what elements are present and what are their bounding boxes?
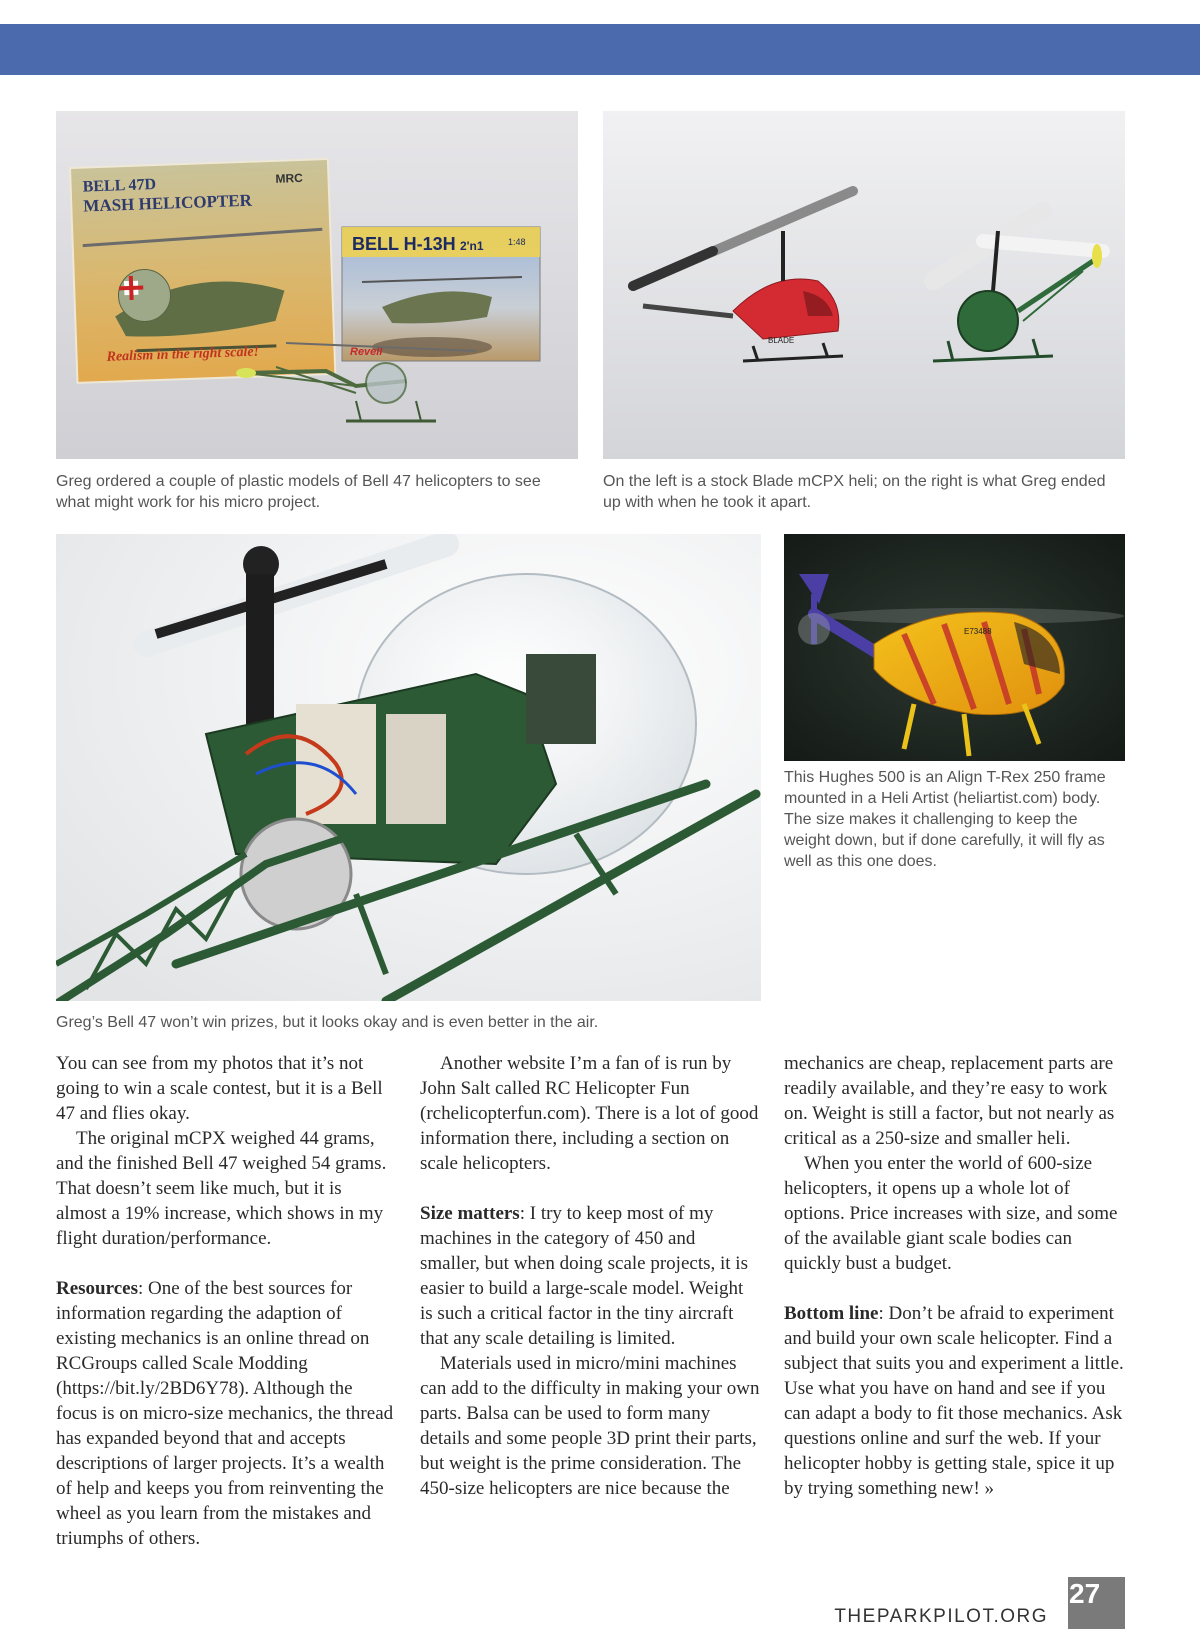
caption-bell-47: Greg’s Bell 47 won’t win prizes, but it looks okay and is even better in the air.: [56, 1014, 599, 1031]
box1-brand: MRC: [275, 170, 304, 186]
col3-para-3: [784, 1301, 1124, 1501]
header-color-band: [0, 24, 1200, 75]
box2-brand: Revell: [350, 346, 383, 358]
blade-label: BLADE: [768, 336, 795, 345]
bell-47-closeup-photo: [56, 534, 761, 1001]
box2-scale: 1:48: [508, 237, 526, 247]
col1-para-2: The original mCPX weighed 44 grams, and the finished Bell 47 weighed 54 grams. That doesn’t seem like much, but it is almost a 19% increase, which shows in my flight duration/performance.: [56, 1128, 387, 1249]
col2-para-3: Materials used in micro/mini machines can add to the difficulty in making your own parts. Balsa can be used to form many details and some people 3D print their parts, but weight is the prime consideration. The 450-size helicopters are nice because the: [420, 1353, 760, 1499]
col3-para-2: When you enter the world of 600-size helicopters, it opens up a whole lot of options. Price increases with size, and some of the available giant scale bodies can quickly bust a budget.: [784, 1153, 1118, 1274]
col1-para-3: [56, 1276, 396, 1551]
col2-para-2-text: : I try to keep most of my machines in the category of 450 and smaller, but when doing scale projects, it is easier to build a large-scale model. Weight is such a critical factor in the tiny aircraft that any scale detailing is limited.: [420, 1203, 748, 1349]
size-matters-heading: Size matters: [420, 1203, 520, 1224]
hughes-registration: E73488: [964, 627, 992, 636]
col1-para-1: You can see from my photos that it’s not going to win a scale contest, but it is a Bell 47 and flies okay.: [56, 1053, 383, 1124]
page-number: 27: [1068, 1577, 1125, 1629]
caption-model-kits: Greg ordered a couple of plastic models of Bell 47 helicopters to see what might work for his micro project.: [56, 473, 541, 511]
box1-title-1: BELL 47D: [82, 176, 157, 196]
box2-suffix: 2'n1: [460, 239, 484, 253]
caption-hughes-500: This Hughes 500 is an Align T-Rex 250 frame mounted in a Heli Artist (heliartist.com) body. The size makes it challenging to keep the weight down, but if done carefully, it will fly as well as this one does.: [784, 769, 1106, 870]
body-column-1: [56, 1051, 396, 1551]
resources-heading: Resources: [56, 1278, 138, 1299]
body-column-3: [784, 1051, 1124, 1501]
bottom-line-heading: Bottom line: [784, 1303, 879, 1324]
body-column-2: [420, 1051, 760, 1501]
footer-website: THEPARKPILOT.ORG: [834, 1606, 1048, 1627]
col3-para-3-text: : Don’t be afraid to experiment and build your own scale helicopter. Find a subject that suits you and experiment a little. Use what you have on hand and see if you can adapt a body to fit those mechanics. Ask questions online and surf the web. If your helicopter hobby is getting stale, spice it up by trying something new! »: [784, 1303, 1124, 1499]
caption-blade-comparison: On the left is a stock Blade mCPX heli; on the right is what Greg ended up with when he took it apart.: [603, 473, 1106, 511]
col3-para-1: mechanics are cheap, replacement parts are readily available, and they’re easy to work on. Weight is still a factor, but not nearly as critical as a 250-size and smaller heli.: [784, 1053, 1115, 1149]
blade-comparison-photo: [603, 111, 1125, 459]
model-kits-photo: [56, 111, 578, 459]
box1-title-2: MASH HELICOPTER: [83, 190, 253, 216]
col1-para-3-text: : One of the best sources for information regarding the adaption of existing mechanics is an online thread on RCGroups called Scale Modding (https://bit.ly/2BD6Y78). Although the focus is on micro-size mechanics, the thread has expanded beyond that and accepts descriptions of larger projects. It’s a wealth of help and keeps you from reinventing the wheel as you learn from the mistakes and triumphs of others.: [56, 1278, 394, 1549]
col2-para-1: Another website I’m a fan of is run by John Salt called RC Helicopter Fun (rchelicopterfun.com). There is a lot of good information there, including a section on scale helicopters.: [420, 1053, 759, 1174]
box2-title: BELL H-13H: [352, 234, 456, 254]
box1-slogan: Realism in the right scale!: [106, 344, 260, 365]
col2-para-2: [420, 1201, 760, 1351]
hughes-500-photo: [784, 534, 1125, 761]
